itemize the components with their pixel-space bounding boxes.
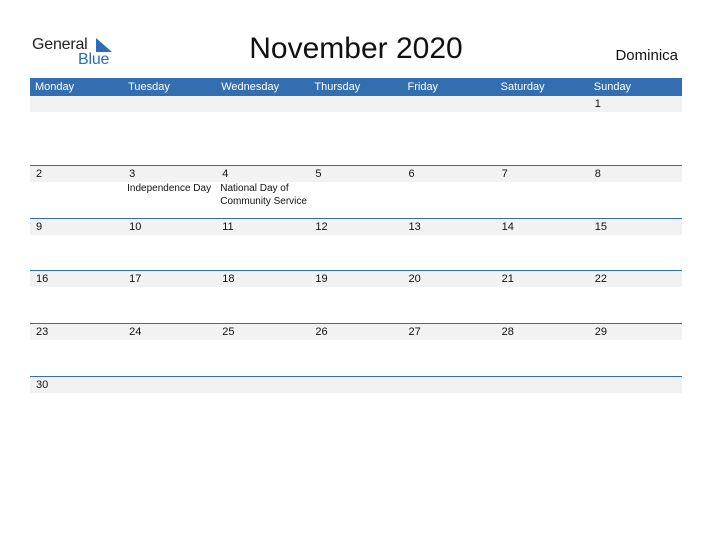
day-number	[309, 377, 402, 393]
day-number	[496, 96, 589, 112]
day-number-band	[30, 96, 682, 112]
weekday-thursday: Thursday	[314, 81, 361, 93]
day-number: 28	[501, 326, 514, 338]
day-number-band	[30, 166, 682, 182]
day-number	[589, 377, 682, 393]
day-number: 30	[36, 379, 49, 391]
day-number: 25	[222, 326, 235, 338]
weekday-saturday: Saturday	[500, 81, 545, 93]
holiday-label	[403, 182, 496, 208]
day-number	[123, 96, 216, 112]
day-number	[30, 96, 123, 112]
day-number	[403, 96, 496, 112]
week-row	[30, 166, 682, 218]
events-row	[30, 182, 682, 208]
day-number: 12	[315, 221, 328, 233]
holiday-label	[496, 182, 589, 208]
day-number: 10	[129, 221, 142, 233]
day-number: 29	[594, 326, 607, 338]
day-number	[216, 377, 309, 393]
week-row	[30, 96, 682, 165]
holiday-label: Independence Day	[127, 183, 212, 194]
holiday-label	[589, 182, 682, 208]
day-number: 1	[594, 98, 601, 110]
day-number-band	[30, 271, 682, 287]
weekday-header	[30, 78, 682, 96]
day-number: 3	[129, 168, 136, 180]
day-number	[123, 377, 216, 393]
day-number: 27	[408, 326, 421, 338]
day-number	[309, 96, 402, 112]
day-number: 4	[222, 168, 229, 180]
day-number: 7	[501, 168, 508, 180]
holiday-label: National Day of Community Service	[220, 183, 307, 207]
day-number	[216, 96, 309, 112]
day-number: 15	[594, 221, 607, 233]
calendar-grid	[30, 78, 682, 407]
day-number-band	[30, 377, 682, 393]
day-number: 19	[315, 273, 328, 285]
day-number-band	[30, 219, 682, 235]
logo-general-text: General	[32, 36, 88, 53]
day-number: 2	[36, 168, 43, 180]
day-number: 13	[408, 221, 421, 233]
logo-blue-text: Blue	[78, 51, 110, 68]
weekday-wednesday: Wednesday	[221, 81, 280, 93]
day-number: 8	[594, 168, 601, 180]
week-row	[30, 324, 682, 376]
day-number: 22	[594, 273, 607, 285]
day-number: 11	[222, 221, 234, 233]
day-number: 23	[36, 326, 49, 338]
weekday-tuesday: Tuesday	[128, 81, 170, 93]
week-row	[30, 219, 682, 270]
weekday-friday: Friday	[407, 81, 439, 93]
day-number: 16	[36, 273, 49, 285]
day-number-band	[30, 324, 682, 340]
day-number: 21	[501, 273, 514, 285]
day-number: 24	[129, 326, 142, 338]
day-number	[496, 377, 589, 393]
holiday-label	[30, 182, 123, 208]
week-row	[30, 377, 682, 407]
day-number: 9	[36, 221, 43, 233]
country-name: Dominica	[615, 47, 678, 64]
weekday-monday: Monday	[35, 81, 75, 93]
weekday-sunday: Sunday	[593, 81, 632, 93]
day-number: 18	[222, 273, 235, 285]
day-number: 17	[129, 273, 142, 285]
day-number: 6	[408, 168, 415, 180]
day-number: 5	[315, 168, 322, 180]
day-number	[403, 377, 496, 393]
week-row	[30, 271, 682, 323]
day-number: 20	[408, 273, 421, 285]
calendar-title: November 2020	[249, 32, 463, 65]
holiday-label	[309, 182, 402, 208]
day-number: 14	[501, 221, 514, 233]
day-number: 26	[315, 326, 328, 338]
